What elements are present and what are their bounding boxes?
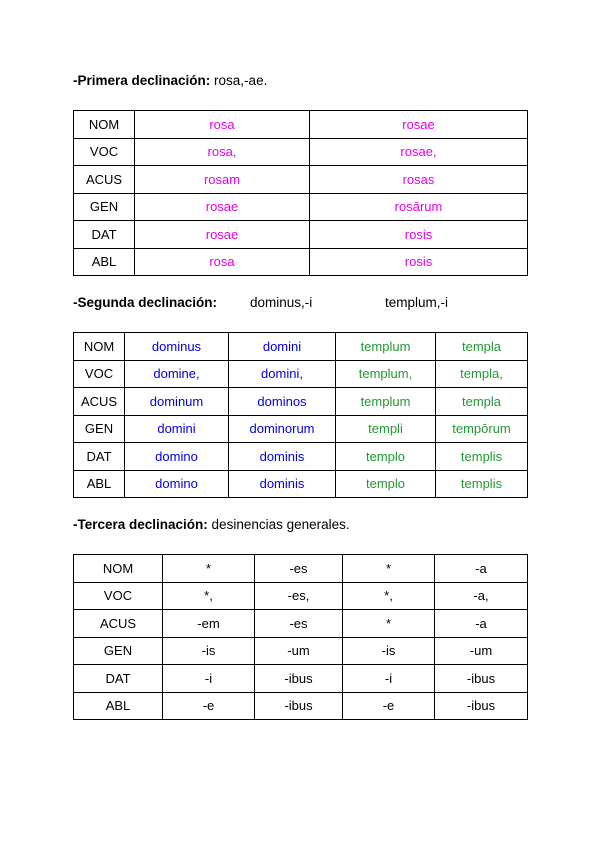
segunda-heading-neut: templum,-i [385,295,449,310]
segunda-table [73,332,528,498]
tercera-cell-c3: * [343,610,435,638]
segunda-cell-m_pl: domini [229,333,336,361]
tercera-row-abl [74,692,528,720]
primera-heading [73,73,267,88]
primera-cell-sg: rosa [135,248,310,276]
segunda-heading-title: -Segunda declinación: [73,295,218,310]
segunda-cell-m_pl: dominis [229,470,336,498]
segunda-cell-m_pl: domini, [229,360,336,388]
tercera-cell-c2: -es [255,555,343,583]
tercera-cell-case: GEN [74,637,163,665]
tercera-cell-c4: -um [435,637,528,665]
primera-cell-case: ABL [74,248,135,276]
tercera-cell-c2: -ibus [255,665,343,693]
tercera-cell-c2: -es, [255,582,343,610]
tercera-cell-c1: *, [163,582,255,610]
segunda-row-acus [74,388,528,416]
primera-row-acus [74,166,528,194]
segunda-cell-n_sg: templo [336,443,436,471]
primera-row-voc [74,138,528,166]
segunda-cell-m_pl: dominos [229,388,336,416]
segunda-cell-n_sg: templum [336,333,436,361]
tercera-cell-c1: * [163,555,255,583]
segunda-cell-n_pl: templa [436,333,528,361]
segunda-cell-m_sg: domino [125,470,229,498]
tercera-cell-c2: -ibus [255,692,343,720]
primera-cell-pl: rosārum [310,193,528,221]
primera-cell-pl: rosae, [310,138,528,166]
primera-row-gen [74,193,528,221]
segunda-cell-n_sg: templum [336,388,436,416]
tercera-cell-c3: -i [343,665,435,693]
primera-cell-pl: rosis [310,221,528,249]
primera-cell-sg: rosae [135,193,310,221]
tercera-cell-c1: -em [163,610,255,638]
tercera-table [73,554,528,720]
tercera-cell-c1: -is [163,637,255,665]
tercera-cell-case: ABL [74,692,163,720]
segunda-cell-n_pl: templa [436,388,528,416]
primera-row-dat [74,221,528,249]
primera-cell-case: DAT [74,221,135,249]
primera-cell-sg: rosa [135,111,310,139]
primera-cell-case: ACUS [74,166,135,194]
segunda-row-voc [74,360,528,388]
tercera-heading [73,517,350,532]
primera-heading-model: rosa,-ae. [210,73,268,88]
tercera-cell-case: VOC [74,582,163,610]
primera-heading-title: -Primera declinación: [73,73,211,88]
primera-cell-case: VOC [74,138,135,166]
primera-cell-case: NOM [74,111,135,139]
primera-cell-sg: rosa, [135,138,310,166]
tercera-row-acus [74,610,528,638]
tercera-row-nom [74,555,528,583]
segunda-cell-m_sg: dominum [125,388,229,416]
tercera-row-voc [74,582,528,610]
primera-cell-sg: rosam [135,166,310,194]
tercera-row-gen [74,637,528,665]
primera-cell-case: GEN [74,193,135,221]
segunda-cell-case: GEN [74,415,125,443]
segunda-cell-n_pl: templa, [436,360,528,388]
primera-cell-pl: rosas [310,166,528,194]
segunda-cell-case: DAT [74,443,125,471]
tercera-row-dat [74,665,528,693]
segunda-cell-n_pl: tempōrum [436,415,528,443]
primera-cell-pl: rosis [310,248,528,276]
segunda-row-nom [74,333,528,361]
segunda-cell-m_pl: dominorum [229,415,336,443]
tercera-cell-c1: -i [163,665,255,693]
segunda-cell-case: VOC [74,360,125,388]
segunda-cell-case: ABL [74,470,125,498]
segunda-cell-case: ACUS [74,388,125,416]
segunda-heading-masc: dominus,-i [250,295,313,310]
segunda-cell-case: NOM [74,333,125,361]
segunda-cell-m_pl: dominis [229,443,336,471]
primera-cell-pl: rosae [310,111,528,139]
segunda-cell-n_sg: templum, [336,360,436,388]
tercera-cell-c2: -es [255,610,343,638]
primera-cell-sg: rosae [135,221,310,249]
segunda-cell-m_sg: domini [125,415,229,443]
tercera-cell-c4: -a [435,555,528,583]
segunda-cell-n_pl: templis [436,443,528,471]
segunda-row-abl [74,470,528,498]
tercera-cell-c2: -um [255,637,343,665]
tercera-cell-c4: -a [435,610,528,638]
segunda-cell-n_sg: templi [336,415,436,443]
tercera-heading-desc: desinencias generales. [207,517,350,532]
tercera-cell-case: ACUS [74,610,163,638]
segunda-cell-n_sg: templo [336,470,436,498]
segunda-row-gen [74,415,528,443]
tercera-cell-c3: * [343,555,435,583]
tercera-cell-c4: -ibus [435,692,528,720]
tercera-cell-c3: -is [343,637,435,665]
segunda-cell-m_sg: domino [125,443,229,471]
tercera-cell-case: DAT [74,665,163,693]
tercera-cell-c4: -a, [435,582,528,610]
tercera-heading-title: -Tercera declinación: [73,517,208,532]
primera-table [73,110,528,276]
tercera-cell-c3: -e [343,692,435,720]
tercera-cell-c4: -ibus [435,665,528,693]
primera-row-abl [74,248,528,276]
segunda-cell-m_sg: domine, [125,360,229,388]
tercera-cell-c1: -e [163,692,255,720]
segunda-cell-n_pl: templis [436,470,528,498]
segunda-row-dat [74,443,528,471]
primera-row-nom [74,111,528,139]
tercera-cell-case: NOM [74,555,163,583]
tercera-cell-c3: *, [343,582,435,610]
segunda-heading [73,295,217,310]
segunda-cell-m_sg: dominus [125,333,229,361]
